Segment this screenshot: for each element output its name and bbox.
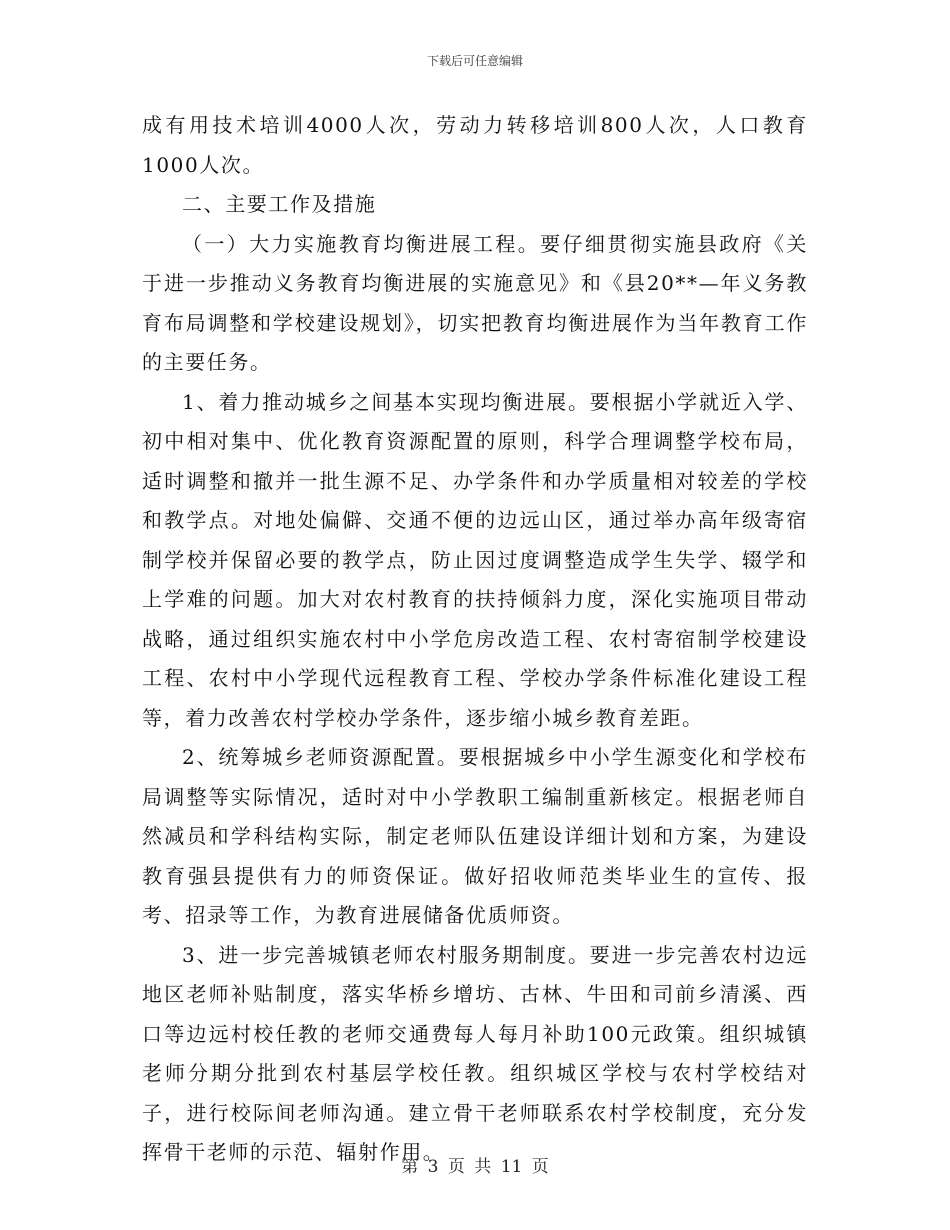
page-header-note: 下载后可任意编辑 (426, 54, 523, 68)
paragraph-item-1: 1、着力推动城乡之间基本实现均衡进展。要根据小学就近入学、初中相对集中、优化教育资源配置的原则，科学合理调整学校布局，适时调整和撤并一批生源不足、办学条件和办学质量相对较差的学校和教学点。对地处偏僻、交通不便的边远山区，通过举办高年级寄宿制学校并保留必要的教学点，防止因过度调整造成学生失学、辍学和上学难的问题。加大对农村教育的扶持倾斜力度，深化实施项目带动战略，通过组织实施农村中小学危房改造工程、农村寄宿制学校建设工程、农村中小学现代远程教育工程、学校办学条件标准化建设工程等，着力改善农村学校办学条件，逐步缩小城乡教育差距。 (142, 389, 808, 730)
paragraph-item-2: 2、统筹城乡老师资源配置。要根据城乡中小学生源变化和学校布局调整等实际情况，适时对中小学教职工编制重新核定。根据老师自然减员和学科结构实际，制定老师队伍建设详细计划和方案，为建设教育强县提供有力的师资保证。做好招收师范类毕业生的宣传、报考、招录等工作，为教育进展储备优质师资。 (142, 745, 808, 927)
paragraph-section-one: （一）大力实施教育均衡进展工程。要仔细贯彻实施县政府《关于进一步推动义务教育均衡进展的实施意见》和《县20**—年义务教育布局调整和学校建设规划》，切实把教育均衡进展作为当年教育工作的主要任务。 (142, 231, 808, 374)
paragraph-continuation: 成有用技术培训4000人次，劳动力转移培训800人次，人口教育1000人次。 (142, 113, 808, 177)
paragraph-item-3: 3、进一步完善城镇老师农村服务期制度。要进一步完善农村边远地区老师补贴制度，落实华桥乡增坊、古林、牛田和司前乡清溪、西口等边远村校任教的老师交通费每人每月补助100元政策。组织城镇老师分期分批到农村基层学校任教。组织城区学校与农村学校结对子，进行校际间老师沟通。建立骨干老师联系农村学校制度，充分发挥骨干老师的示范、辐射作用。 (142, 942, 808, 1164)
section-heading: 二、主要工作及措施 (182, 192, 377, 216)
document-body (142, 106, 808, 1173)
page-number-footer: 第 3 页 共 11 页 (401, 1157, 549, 1177)
